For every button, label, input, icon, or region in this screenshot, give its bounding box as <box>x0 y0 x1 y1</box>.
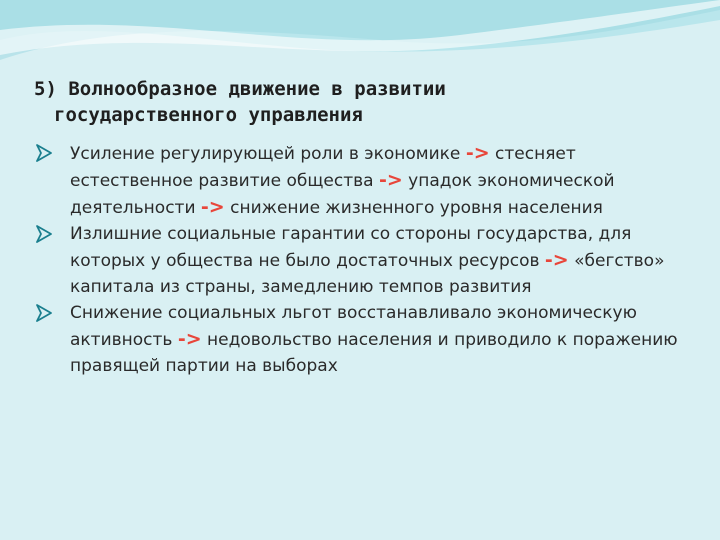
bullet-text: упадок экономической деятельности <box>70 171 615 218</box>
bullet-item <box>34 140 694 221</box>
arrowhead-bullet-icon <box>34 143 54 163</box>
arrow-symbol: -> <box>544 249 569 271</box>
bullet-item <box>34 300 694 379</box>
bullet-text: недовольство населения и приводило к поражению правящей партии на выборах <box>70 330 678 376</box>
bullet-list <box>34 140 694 379</box>
arrow-symbol: -> <box>378 169 403 191</box>
arrow-symbol: -> <box>465 142 490 164</box>
bullet-text: Усиление регулирующей роли в экономике <box>70 144 466 164</box>
slide-title <box>34 76 674 128</box>
arrowhead-bullet-icon <box>34 303 54 323</box>
bullet-item <box>34 221 694 300</box>
bullet-text: стесняет естественное развитие общества <box>70 144 576 191</box>
arrow-symbol: -> <box>200 196 225 218</box>
bullet-text: Снижение социальных льгот восстанавливало экономическую активность <box>70 303 637 350</box>
title-line-2: государственного управления <box>54 104 363 126</box>
bullet-text: Излишние социальные гарантии со стороны государства, для которых у общества не было достаточных ресурсов <box>70 224 632 271</box>
arrowhead-bullet-icon <box>34 224 54 244</box>
title-line-1: 5) Волнообразное движение в развитии <box>34 78 446 100</box>
bullet-text: «бегство» капитала из страны, замедлению темпов развития <box>70 251 665 297</box>
arrow-symbol: -> <box>177 328 202 350</box>
bullet-text: снижение жизненного уровня населения <box>224 198 603 218</box>
